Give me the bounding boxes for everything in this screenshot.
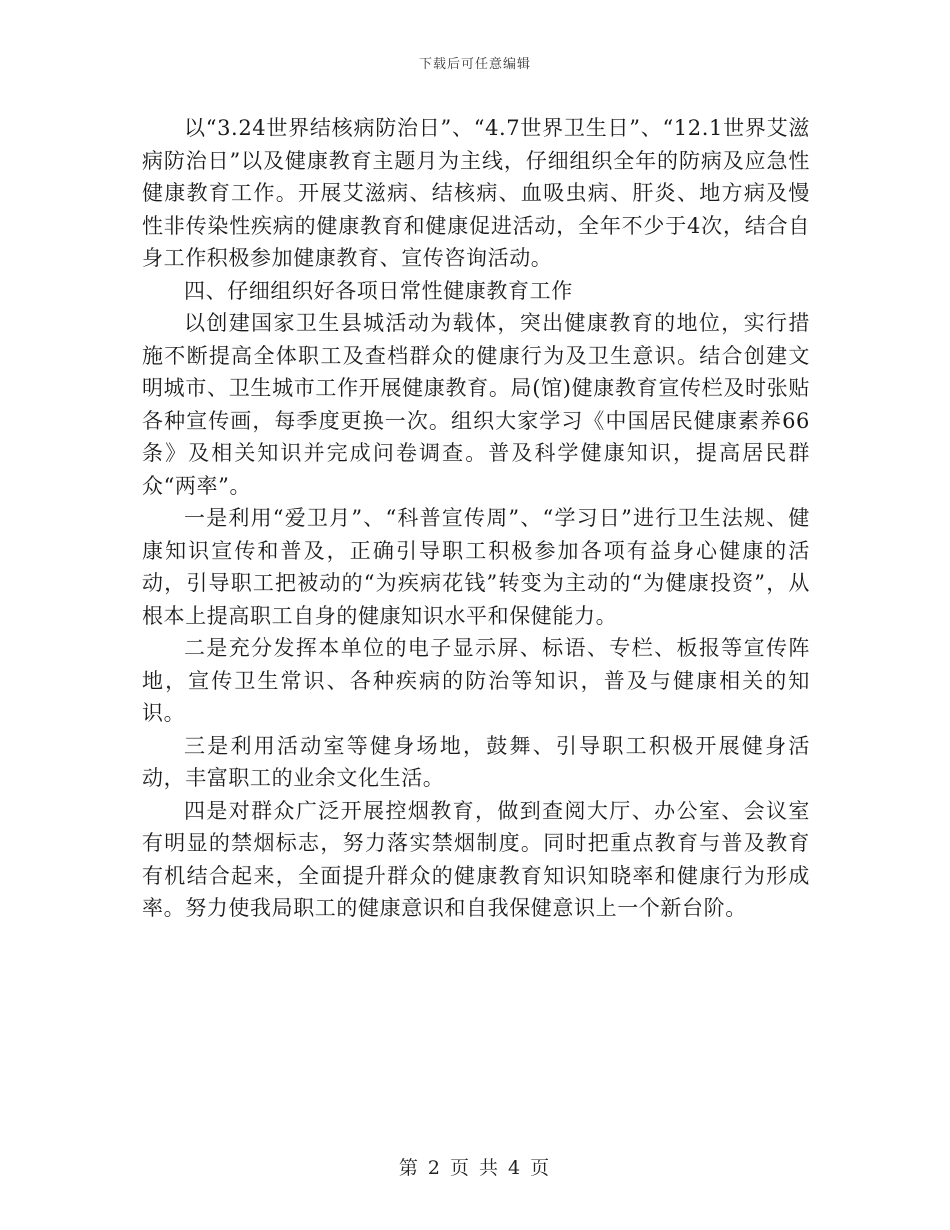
paragraph-health-days: 以“3.24世界结核病防治日”、“4.7世界卫生日”、“12.1世界艾滋病防治日”以及健康教育主题月为主线，仔细组织全年的防病及应急性健康教育工作。开展艾滋病、结核病、血吸虫病、肝炎、地方病及慢性非传染性疾病的健康教育和健康促进活动，全年不少于4次，结合自身工作积极参加健康教育、宣传咨询活动。	[142, 116, 810, 270]
paragraph-item-three: 三是利用活动室等健身场地，鼓舞、引导职工积极开展健身活动，丰富职工的业余文化生活。	[142, 733, 810, 790]
paragraph-item-four: 四是对群众广泛开展控烟教育，做到查阅大厅、办公室、会议室有明显的禁烟标志，努力落实禁烟制度。同时把重点教育与普及教育有机结合起来，全面提升群众的健康教育知识知晓率和健康行为形成率。努力使我局职工的健康意识和自我保健意识上一个新台阶。	[142, 798, 810, 920]
page-number-footer: 第 2 页 共 4 页	[398, 1157, 552, 1179]
section-heading-four: 四、仔细组织好各项日常性健康教育工作	[184, 278, 573, 303]
document-body	[142, 112, 810, 925]
paragraph-item-one: 一是利用“爱卫月”、“科普宣传周”、“学习日”进行卫生法规、健康知识宣传和普及，正确引导职工积极参加各项有益身心健康的活动，引导职工把被动的“为疾病花钱”转变为主动的“为健康投资”，从根本上提高职工自身的健康知识水平和保健能力。	[142, 506, 810, 628]
paragraph-item-two: 二是充分发挥本单位的电子显示屏、标语、专栏、板报等宣传阵地，宣传卫生常识、各种疾病的防治等知识，普及与健康相关的知识。	[142, 636, 810, 725]
paragraph-sanitary-county: 以创建国家卫生县城活动为载体，突出健康教育的地位，实行措施不断提高全体职工及查档群众的健康行为及卫生意识。结合创建文明城市、卫生城市工作开展健康教育。局(馆)健康教育宣传栏及时张贴各种宣传画，每季度更换一次。组织大家学习《中国居民健康素养66条》及相关知识并完成问卷调查。普及科学健康知识，提高居民群众“两率”。	[142, 311, 810, 498]
page-header: 下载后可任意编辑	[418, 57, 531, 72]
